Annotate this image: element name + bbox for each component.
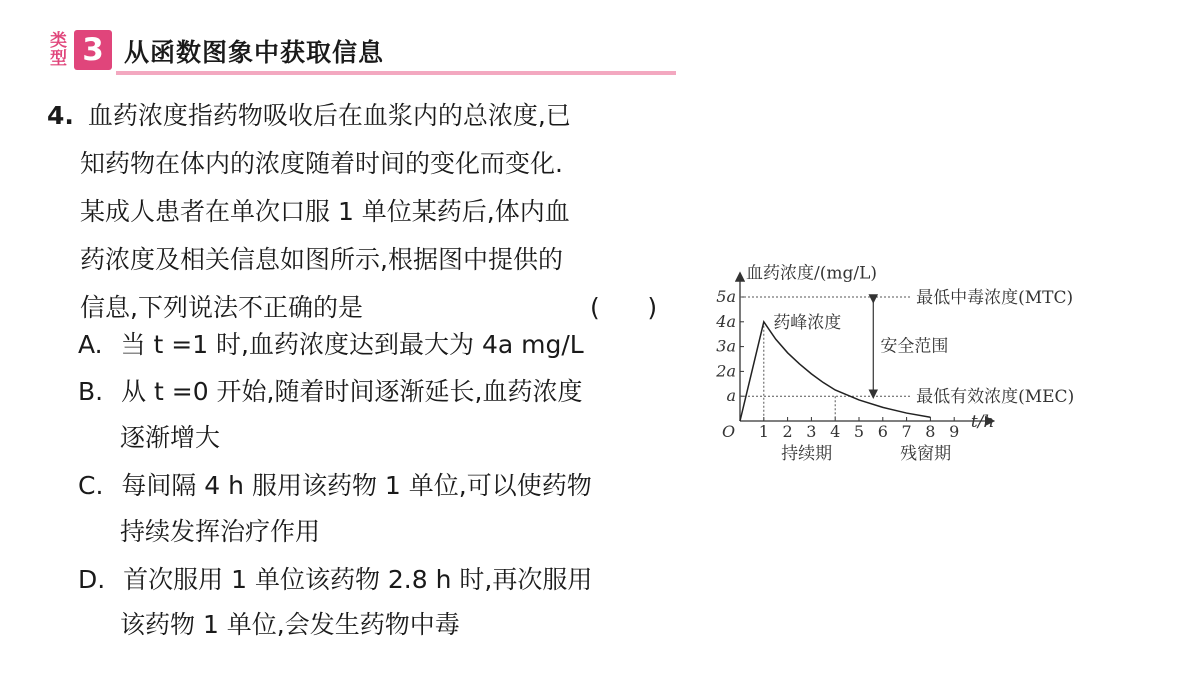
- option-key: C.: [78, 471, 104, 500]
- y-tick-label: 4a: [716, 311, 736, 331]
- x-tick-label: 5: [853, 422, 865, 441]
- y-tick-label: 5a: [716, 287, 736, 306]
- y-tick-label: 3a: [716, 336, 736, 356]
- question-line: 信息,下列说法不正确的是: [80, 293, 363, 322]
- x-axis-label: t/h: [970, 412, 995, 432]
- option-text: 从 t =0 开始,随着时间逐渐延长,血药浓度: [121, 377, 583, 406]
- option-key: B.: [78, 377, 104, 406]
- answer-parentheses[interactable]: ( ): [590, 293, 658, 322]
- x-tick-label: 4: [830, 422, 841, 441]
- option-text: 首次服用 1 单位该药物 2.8 h 时,再次服用: [123, 565, 593, 594]
- peak-concentration-label: 药峰浓度: [773, 312, 842, 333]
- concentration-chart: [705, 232, 1185, 467]
- safe-range-label: 安全范围: [880, 336, 949, 357]
- reference-line-label: 最低中毒浓度(MTC): [916, 288, 1074, 308]
- x-tick-label: 9: [949, 422, 960, 441]
- question-line: 药浓度及相关信息如图所示,根据图中提供的: [80, 245, 563, 274]
- option-text: 该药物 1 单位,会发生药物中毒: [120, 610, 460, 639]
- section-title: 从函数图象中获取信息: [124, 38, 385, 67]
- x-tick-label: 2: [782, 422, 793, 441]
- x-tick-label: 7: [901, 422, 912, 441]
- origin-label: O: [722, 422, 736, 441]
- header-underline: [116, 71, 676, 75]
- option-text: 每间隔 4 h 服用该药物 1 单位,可以使药物: [121, 471, 592, 500]
- question-line: 知药物在体内的浓度随着时间的变化而变化.: [80, 149, 563, 178]
- y-tick-label: a: [726, 386, 736, 406]
- x-tick-label: 1: [758, 422, 769, 441]
- y-tick-label: 2a: [716, 361, 736, 381]
- duration-label: 持续期: [781, 444, 833, 464]
- reference-line-label: 最低有效浓度(MEC): [916, 387, 1075, 408]
- option-text: 逐渐增大: [120, 423, 221, 452]
- option-key: A.: [78, 330, 103, 359]
- x-tick-label: 6: [877, 422, 888, 441]
- residual-label: 残窗期: [900, 444, 952, 464]
- x-tick-label: 8: [925, 422, 936, 441]
- section-number-badge: 3: [74, 30, 112, 70]
- type-label: 类型: [50, 31, 67, 69]
- x-tick-label: 3: [806, 422, 817, 441]
- question-number: 4.: [47, 101, 74, 130]
- section-header: [50, 30, 675, 78]
- question-line: 某成人患者在单次口服 1 单位某药后,体内血: [80, 197, 570, 226]
- y-axis-label: 血药浓度/(mg/L): [746, 263, 878, 284]
- option-key: D.: [78, 565, 106, 594]
- option-text: 持续发挥治疗作用: [120, 517, 321, 546]
- question-line: 血药浓度指药物吸收后在血浆内的总浓度,已: [87, 101, 571, 130]
- option-text: 当 t =1 时,血药浓度达到最大为 4a mg/L: [120, 330, 584, 359]
